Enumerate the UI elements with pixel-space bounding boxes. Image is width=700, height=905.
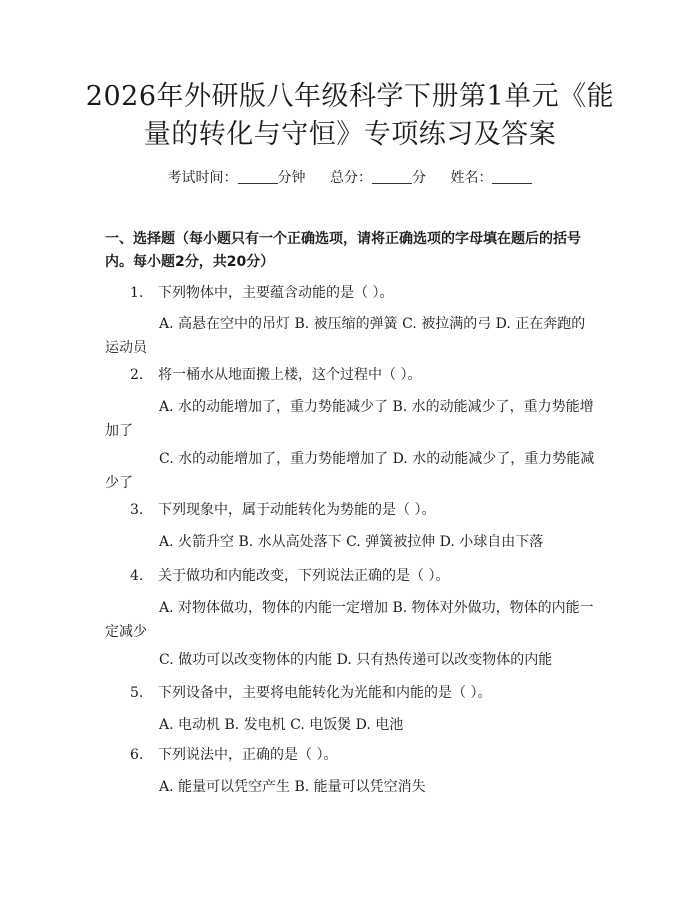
section-heading: 一、选择题（每小题只有一个正确选项，请将正确选项的字母填在题后的括号内。每小题2分，共20分）	[105, 231, 581, 270]
question-text: 下列设备中，主要将电能转化为光能和内能的是（ ）。	[158, 685, 492, 701]
score-blank	[372, 169, 412, 184]
time-blank	[238, 169, 278, 184]
exam-name: 姓名：	[450, 170, 532, 186]
exam-time: 考试时间： 分钟	[167, 170, 306, 186]
question-6-options: A. 能量可以凭空产生 B. 能量可以凭空消失	[159, 779, 426, 795]
question-text: 下列物体中，主要蕴含动能的是（ ）。	[158, 285, 394, 301]
question-text: 将一桶水从地面搬上楼，这个过程中（ ）。	[158, 367, 422, 383]
question-6: 6. 下列说法中，正确的是（ ）。	[130, 747, 338, 763]
question-5-options: A. 电动机 B. 发电机 C. 电饭煲 D. 电池	[159, 717, 404, 733]
question-text: 下列现象中，属于动能转化为势能的是（ ）。	[158, 502, 436, 518]
document-title: 2026年外研版八年级科学下册第1单元《能量的转化与守恒》专项练习及答案	[85, 81, 615, 150]
question-2-options-cd: C. 水的动能增加了，重力势能增加了 D. 水的动能减少了，重力势能减少了	[105, 451, 595, 491]
question-3-options: A. 火箭升空 B. 水从高处落下 C. 弹簧被拉伸 D. 小球自由下落	[159, 534, 544, 550]
exam-score: 总分： 分	[330, 170, 426, 186]
question-2: 2. 将一桶水从地面搬上楼，这个过程中（ ）。	[130, 367, 422, 383]
question-5: 5. 下列设备中，主要将电能转化为光能和内能的是（ ）。	[130, 685, 492, 701]
question-4-options-cd: C. 做功可以改变物体的内能 D. 只有热传递可以改变物体的内能	[159, 652, 553, 668]
question-text: 下列说法中，正确的是（ ）。	[158, 747, 338, 763]
question-4-options-ab: A. 对物体做功，物体的内能一定增加 B. 物体对外做功，物体的内能一定减少	[105, 600, 594, 640]
question-2-options-ab: A. 水的动能增加了，重力势能减少了 B. 水的动能减少了，重力势能增加了	[105, 399, 594, 439]
question-1-options: A. 高悬在空中的吊灯 B. 被压缩的弹簧 C. 被拉满的弓 D. 正在奔跑的运动员	[105, 316, 586, 356]
name-blank	[492, 169, 532, 184]
question-4: 4. 关于做功和内能改变，下列说法正确的是（ ）。	[130, 568, 450, 584]
question-text: 关于做功和内能改变，下列说法正确的是（ ）。	[158, 568, 450, 584]
question-3: 3. 下列现象中，属于动能转化为势能的是（ ）。	[130, 502, 436, 518]
exam-meta	[0, 168, 700, 188]
question-1: 1. 下列物体中，主要蕴含动能的是（ ）。	[130, 285, 394, 301]
